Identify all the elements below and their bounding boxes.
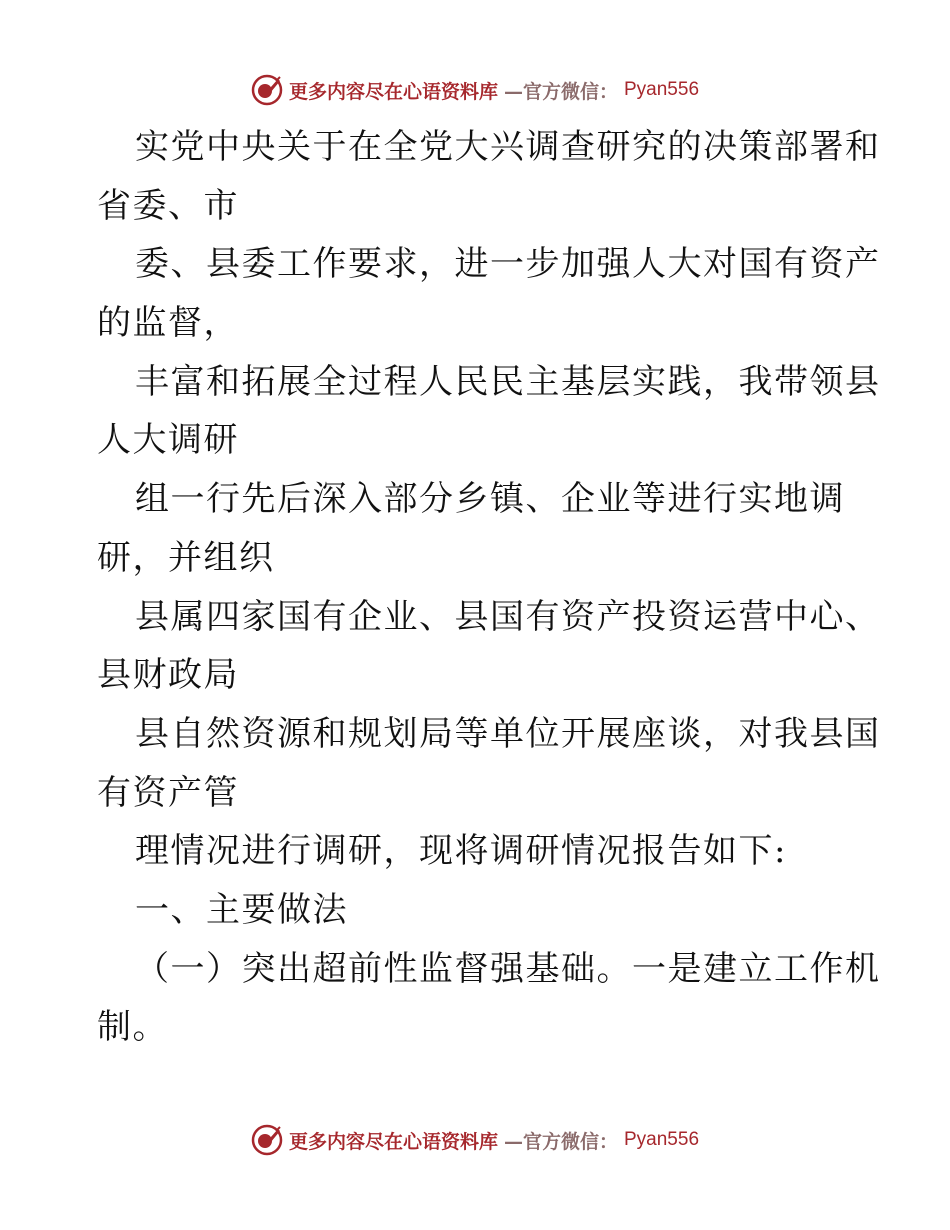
text-line: 县财政局 bbox=[97, 655, 239, 696]
text-line: 县属四家国有企业、县国有资产投资运营中心、 bbox=[135, 596, 881, 637]
text-line: 的监督， bbox=[97, 303, 239, 344]
text-line: 研，并组织 bbox=[97, 537, 275, 578]
text-line: 县自然资源和规划局等单位开展座谈，对我县国 bbox=[135, 713, 881, 754]
text-line: 人大调研 bbox=[97, 420, 239, 461]
text-line: 理情况进行调研，现将调研情况报告如下: bbox=[135, 831, 787, 872]
document-body bbox=[97, 118, 881, 1057]
text-line: 制。 bbox=[97, 1007, 168, 1048]
banner-title: 更多内容尽在心语资料库 bbox=[288, 1130, 498, 1153]
text-line: 有资产管 bbox=[97, 772, 239, 813]
text-line: 省委、市 bbox=[97, 185, 239, 226]
banner-wechat-id: Pyan556 bbox=[624, 1129, 700, 1150]
header-watermark-banner bbox=[0, 70, 950, 110]
footer-watermark-banner bbox=[0, 1120, 950, 1160]
banner-wechat-id: Pyan556 bbox=[624, 79, 700, 100]
text-line: 实党中央关于在全党大兴调查研究的决策部署和 bbox=[135, 127, 881, 167]
text-line: 委、县委工作要求，进一步加强人大对国有资产 bbox=[135, 244, 881, 285]
banner-separator: —官方微信： bbox=[503, 1130, 618, 1153]
banner-title: 更多内容尽在心语资料库 bbox=[288, 80, 498, 103]
banner-separator: —官方微信： bbox=[503, 80, 618, 103]
pen-logo-icon bbox=[251, 1124, 283, 1156]
section-heading: 一、主要做法 bbox=[135, 889, 348, 930]
text-line: 组一行先后深入部分乡镇、企业等进行实地调 bbox=[135, 479, 845, 520]
pen-logo-icon bbox=[251, 74, 283, 106]
text-line: （一）突出超前性监督强基础。一是建立工作机 bbox=[135, 948, 881, 989]
text-line: 丰富和拓展全过程人民民主基层实践，我带领县 bbox=[135, 361, 881, 402]
